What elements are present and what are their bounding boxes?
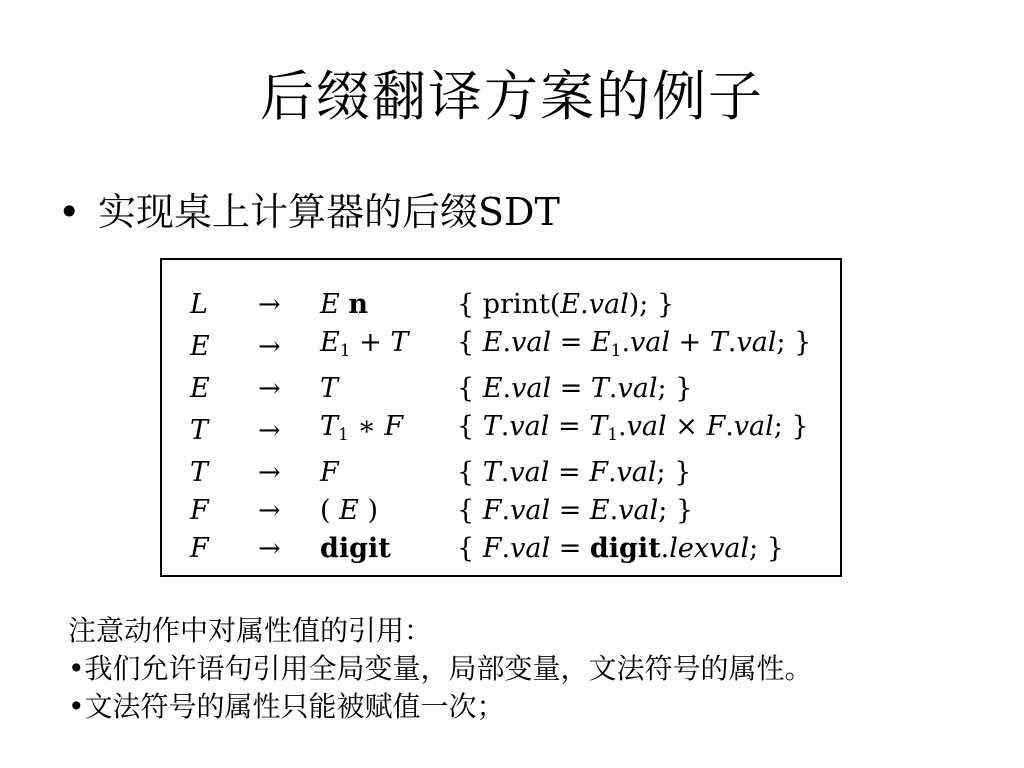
production-arrow: →	[258, 289, 281, 320]
production-head: T	[190, 457, 209, 488]
slide-title: 后缀翻译方案的例子	[260, 65, 764, 128]
production-body: $E_1 + T$	[320, 327, 409, 361]
production-body: E n	[320, 289, 368, 320]
production-arrow: →	[258, 415, 281, 446]
production-head: L	[190, 289, 208, 320]
semantic-action: { E.val = T.val; }	[457, 373, 693, 404]
semantic-action: { print(E.val); }	[457, 289, 675, 320]
production-body: $T_1$ ∗ F	[320, 411, 404, 445]
production-arrow: →	[258, 331, 281, 362]
production-head: E	[190, 331, 210, 362]
bullet-text: 实现桌上计算器的后缀SDT	[98, 190, 560, 234]
production-body: F	[320, 457, 339, 488]
production-body: T	[320, 373, 339, 404]
note-item-1: •我们允许语句引用全局变量，局部变量，文法符号的属性。	[68, 652, 813, 685]
production-arrow: →	[258, 457, 281, 488]
production-head: T	[190, 415, 209, 446]
production-head: F	[190, 495, 209, 526]
production-head: E	[190, 373, 210, 404]
sdt-row	[190, 530, 811, 568]
production-arrow: →	[258, 495, 281, 526]
production-body: ( E )	[320, 495, 378, 526]
notes-heading: 注意动作中对属性值的引用：	[68, 614, 433, 647]
semantic-action: { F.val = E.val; }	[457, 495, 694, 526]
semantic-action: { F.val = digit.lexval; }	[457, 533, 784, 564]
bullet-marker: •	[58, 190, 81, 234]
bullet-point	[58, 186, 560, 238]
production-arrow: →	[258, 533, 281, 564]
production-body: digit	[320, 533, 391, 564]
sdt-row	[190, 286, 811, 324]
semantic-action: { $T.val = T_1.val \times F.val$; }	[457, 411, 809, 445]
semantic-action: { T.val = F.val; }	[457, 457, 692, 488]
sdt-box	[160, 258, 842, 577]
sdt-row	[190, 454, 811, 492]
notes	[68, 612, 813, 726]
semantic-action: { $E.val = E_1.val + T.val$; }	[457, 327, 812, 361]
sdt-row	[190, 492, 811, 530]
sdt-row	[190, 408, 811, 454]
production-arrow: →	[258, 373, 281, 404]
sdt-row	[190, 370, 811, 408]
sdt-table	[190, 286, 811, 568]
production-head: F	[190, 533, 209, 564]
note-item-2: •文法符号的属性只能被赋值一次；	[68, 690, 505, 723]
sdt-row	[190, 324, 811, 370]
